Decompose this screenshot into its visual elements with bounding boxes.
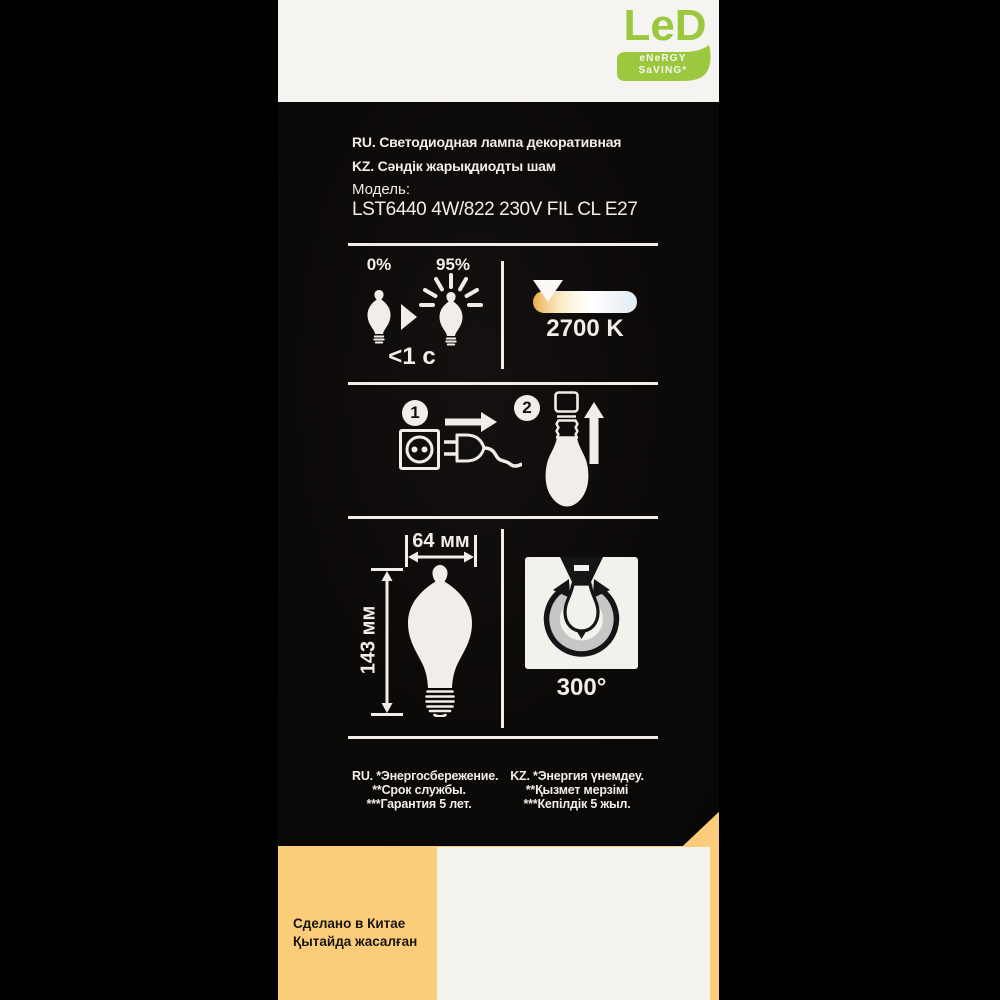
transition-arrow-icon bbox=[401, 304, 417, 330]
footnote-ru-prefix: RU. bbox=[352, 769, 373, 783]
energy-saving-badge bbox=[616, 44, 712, 82]
footnotes-ru bbox=[352, 769, 499, 812]
led-logo-text: LeD bbox=[623, 1, 707, 50]
made-in-block bbox=[293, 915, 417, 950]
bulb-off-icon bbox=[363, 289, 395, 345]
brightness-start-label: 0% bbox=[366, 255, 392, 274]
width-dimension-arrows bbox=[405, 535, 477, 567]
beam-angle-label: 300° bbox=[556, 674, 607, 701]
warmup-time-label: <1 c bbox=[388, 343, 436, 370]
footnote-ru-line1: RU. *Энергосбережение. bbox=[352, 769, 499, 783]
power-socket-icon bbox=[399, 429, 440, 470]
model-value: LST6440 4W/822 230V FIL CL E27 bbox=[352, 199, 638, 220]
arrow-up-icon bbox=[584, 402, 604, 464]
lamp-holder-icon bbox=[554, 391, 579, 419]
beam-angle-icon bbox=[525, 557, 638, 669]
made-in-ru: Сделано в Китае bbox=[293, 916, 406, 931]
badge-line1: eNeRGY bbox=[639, 53, 687, 64]
divider-vertical bbox=[501, 261, 504, 369]
title-kz: KZ. Сәндік жарықдиодты шам bbox=[352, 158, 556, 174]
arrow-right-icon bbox=[445, 412, 497, 432]
bulb-dimension-drawing bbox=[404, 565, 476, 717]
diameter-label: 64 мм bbox=[412, 530, 470, 552]
temperature-marker-icon bbox=[533, 280, 563, 302]
footnote-kz-prefix: KZ. bbox=[510, 769, 530, 783]
divider bbox=[348, 736, 658, 739]
divider bbox=[348, 516, 658, 519]
model-label: Модель: bbox=[352, 181, 411, 198]
made-in-kz: Қытайда жасалған bbox=[293, 933, 418, 949]
unplugged-plug-icon bbox=[444, 432, 522, 470]
beam-angle-panel bbox=[525, 557, 638, 669]
divider bbox=[348, 382, 658, 385]
footnote-kz-line2: **Қызмет мерзімі bbox=[525, 783, 629, 798]
bulb-on-icon bbox=[419, 271, 483, 347]
footnote-ru-line3: ***Гарантия 5 лет. bbox=[366, 797, 472, 812]
brightness-end-label: 95% bbox=[435, 255, 471, 274]
height-label: 143 мм bbox=[357, 605, 380, 675]
step2-badge: 2 bbox=[514, 395, 540, 421]
title-ru: RU. Светодиодная лампа декоративная bbox=[352, 134, 622, 150]
footnote-ru-line2: **Срок службы. bbox=[372, 783, 466, 798]
badge-line2: SaVING* bbox=[638, 65, 688, 76]
divider bbox=[348, 243, 658, 246]
color-temperature-label: 2700 K bbox=[546, 315, 624, 342]
box-bottom-cream-face bbox=[437, 847, 710, 1000]
step1-badge: 1 bbox=[402, 400, 428, 426]
footnote-kz-line3: ***Кепілдік 5 жыл. bbox=[523, 797, 631, 812]
footnotes-kz bbox=[510, 769, 644, 812]
footnote-kz-line1: KZ. *Энергия үнемдеу. bbox=[510, 769, 644, 783]
divider-vertical bbox=[501, 529, 504, 728]
